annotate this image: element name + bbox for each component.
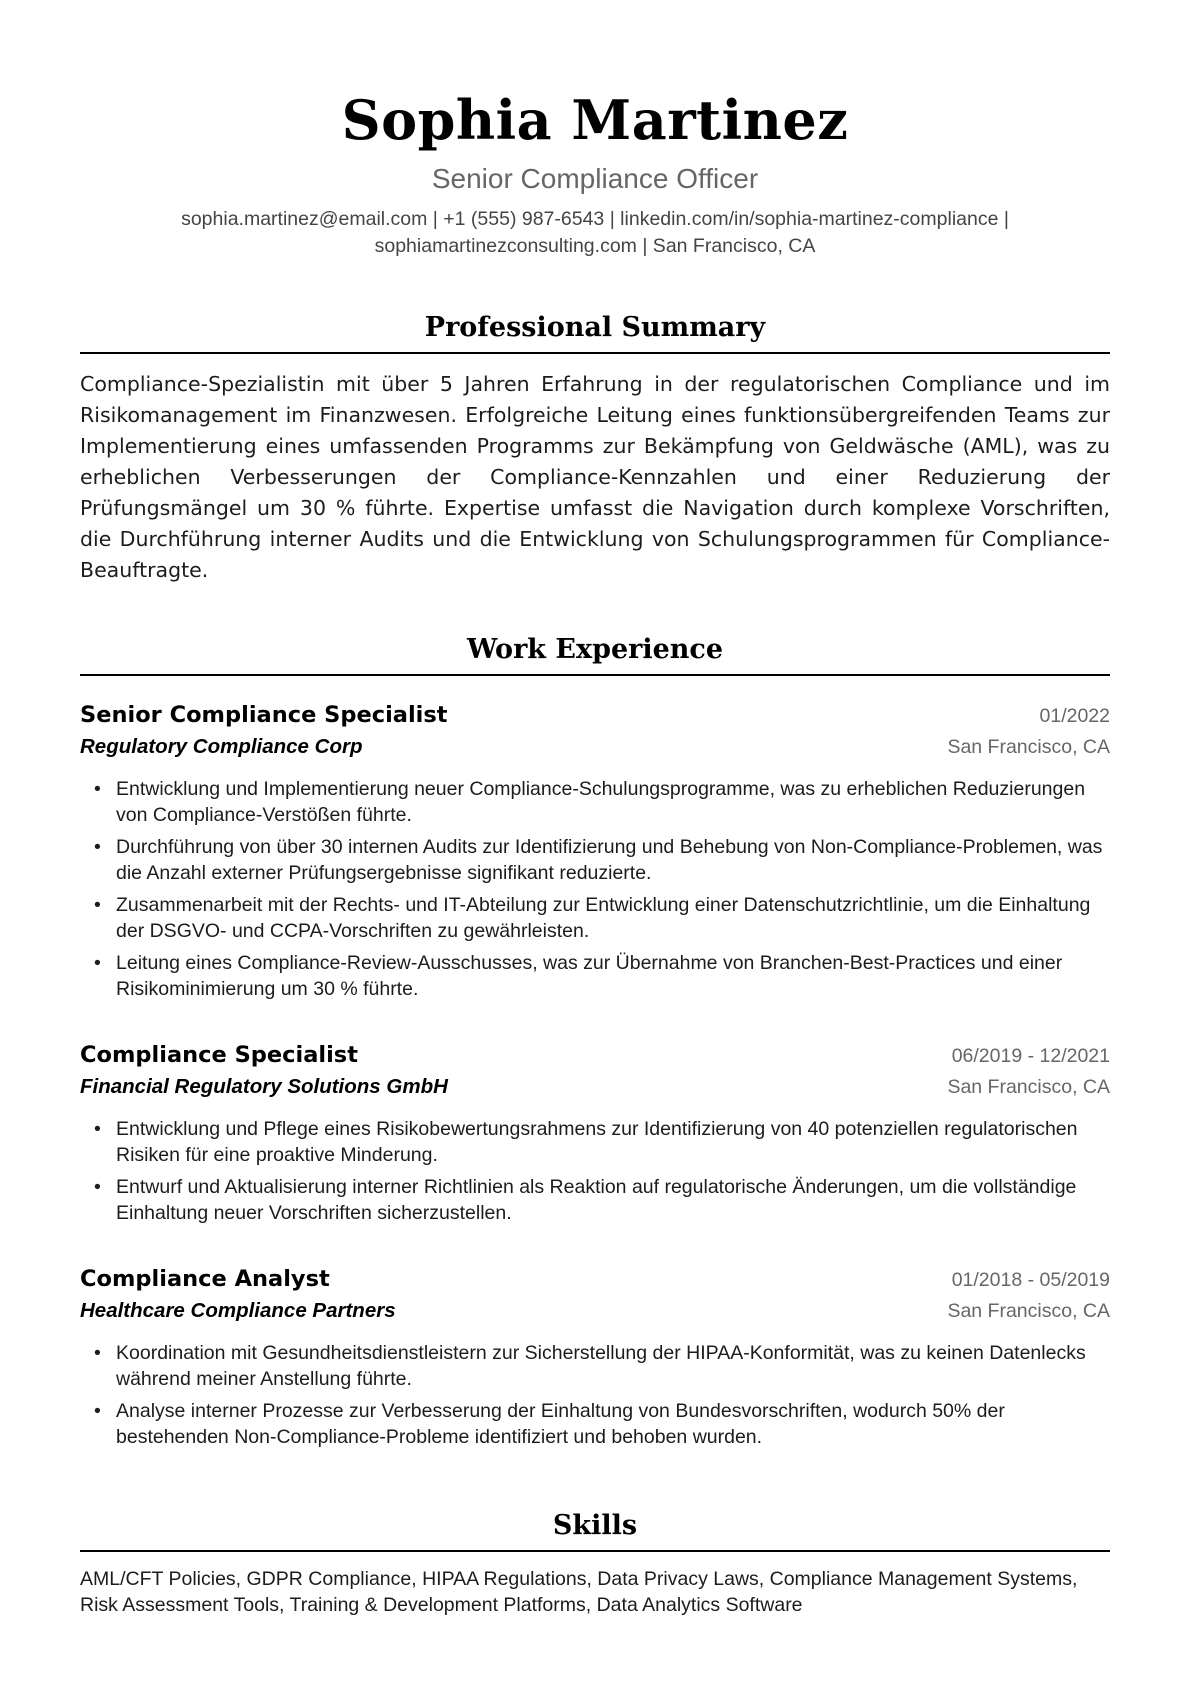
bullet-icon: • <box>94 836 101 858</box>
job-company: Regulatory Compliance Corp <box>80 735 363 758</box>
section-heading: Professional Summary <box>80 308 1110 354</box>
bullet-item <box>80 1340 1110 1392</box>
job-bullets <box>80 1116 1110 1226</box>
professional-summary-section <box>80 308 1110 586</box>
bullet-item <box>80 834 1110 886</box>
bullet-item <box>80 1174 1110 1226</box>
bullet-text: Zusammenarbeit mit der Rechts- und IT-Abteilung zur Entwicklung einer Datenschutzrichtlinie, um die Einhaltung der DSGVO- und CCPA-Vorschriften zu gewährleisten. <box>116 894 1091 942</box>
work-experience-section <box>80 630 1110 1450</box>
bullet-text: Analyse interner Prozesse zur Verbesserung der Einhaltung von Bundesvorschriften, wodurch 50% der bestehenden Non-Compliance-Probleme identifiziert und behoben wurden. <box>116 1400 1005 1448</box>
bullet-text: Entwicklung und Pflege eines Risikobewertungsrahmens zur Identifizierung von 40 potenziellen regulatorischen Risiken für eine proaktive Minderung. <box>116 1118 1078 1166</box>
bullet-text: Leitung eines Compliance-Review-Ausschusses, was zur Übernahme von Branchen-Best-Practices und einer Risikominimierung um 30 % führte. <box>116 952 1063 1000</box>
bullet-item <box>80 1116 1110 1168</box>
job-company: Healthcare Compliance Partners <box>80 1299 396 1322</box>
skills-section <box>80 1506 1110 1618</box>
section-heading: Work Experience <box>80 630 1110 676</box>
bullet-text: Entwicklung und Implementierung neuer Compliance-Schulungsprogramme, was zu erheblichen Reduzierungen von Compliance-Verstößen führte. <box>116 778 1086 826</box>
bullet-item <box>80 892 1110 944</box>
bullet-item <box>80 1398 1110 1450</box>
bullet-item <box>80 776 1110 828</box>
job-location: San Francisco, CA <box>947 736 1110 758</box>
job-date: 06/2019 - 12/2021 <box>951 1045 1110 1067</box>
bullet-icon: • <box>94 1118 101 1140</box>
bullet-icon: • <box>94 1400 101 1422</box>
candidate-title: Senior Compliance Officer <box>431 163 759 194</box>
job-entry <box>80 1038 1110 1226</box>
job-entry <box>80 698 1110 1002</box>
job-company: Financial Regulatory Solutions GmbH <box>80 1075 448 1098</box>
bullet-icon: • <box>94 1176 101 1198</box>
job-title: Compliance Specialist <box>80 1042 358 1068</box>
job-entry <box>80 1262 1110 1450</box>
contact-line-2: sophiamartinezconsulting.com | San Francisco, CA <box>374 235 816 257</box>
candidate-name: Sophia Martinez <box>341 88 849 152</box>
bullet-icon: • <box>94 1342 101 1364</box>
bullet-text: Entwurf und Aktualisierung interner Richtlinien als Reaktion auf regulatorische Änderungen, um die vollständige Einhaltung neuer Vorschriften sicherzustellen. <box>116 1176 1077 1224</box>
job-location: San Francisco, CA <box>947 1076 1110 1098</box>
summary-text: Compliance-Spezialistin mit über 5 Jahren Erfahrung in der regulatorischen Compliance und im Risikomanagement im Finanzwesen. Erfolgreiche Leitung eines funktionsübergreifenden Teams zur Implementierung eines umfassenden Programms zur Bekämpfung von Geldwäsche (AML), was zu erheblichen Verbesserungen der Compliance-Kennzahlen und einer Reduzierung der Prüfungsmängel um 30 % führte. Expertise umfasst die Navigation durch komplexe Vorschriften, die Durchführung interner Audits und die Entwicklung von Schulungsprogrammen für Compliance-Beauftragte. <box>80 372 1110 582</box>
job-bullets <box>80 1340 1110 1450</box>
skills-text: AML/CFT Policies, GDPR Compliance, HIPAA Regulations, Data Privacy Laws, Compliance Management Systems, Risk Assessment Tools, Training & Development Platforms, Data Analytics Software <box>80 1568 1078 1616</box>
job-location: San Francisco, CA <box>947 1300 1110 1322</box>
bullet-icon: • <box>94 952 101 974</box>
section-heading: Skills <box>80 1506 1110 1552</box>
contact-info <box>80 206 1110 260</box>
job-date: 01/2018 - 05/2019 <box>951 1269 1110 1291</box>
job-title: Senior Compliance Specialist <box>80 702 448 728</box>
job-title: Compliance Analyst <box>80 1266 330 1292</box>
bullet-text: Durchführung von über 30 internen Audits zur Identifizierung und Behebung von Non-Compliance-Problemen, was die Anzahl externer Prüfungsergebnisse signifikant reduzierte. <box>116 836 1103 884</box>
bullet-text: Koordination mit Gesundheitsdienstleistern zur Sicherstellung der HIPAA-Konformität, was zu keinen Datenlecks während meiner Anstellung führte. <box>116 1342 1086 1390</box>
bullet-icon: • <box>94 778 101 800</box>
resume-header <box>80 0 1110 260</box>
contact-line-1: sophia.martinez@email.com | +1 (555) 987-6543 | linkedin.com/in/sophia-martinez-compliance | <box>181 208 1009 230</box>
bullet-item <box>80 950 1110 1002</box>
job-date: 01/2022 <box>1039 705 1110 727</box>
job-bullets <box>80 776 1110 1002</box>
bullet-icon: • <box>94 894 101 916</box>
